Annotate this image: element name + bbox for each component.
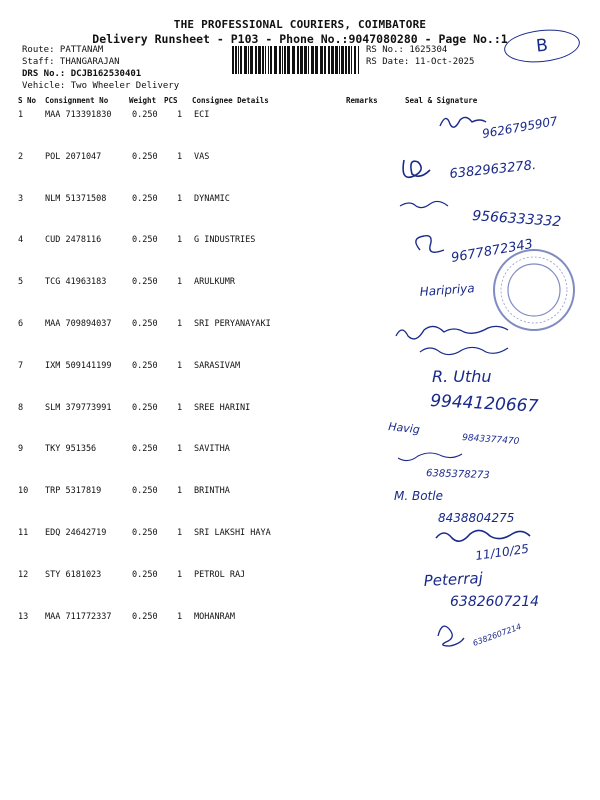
signature-text: M. Botle <box>394 489 443 503</box>
vehicle-label: Vehicle: Two Wheeler Delivery <box>22 81 180 91</box>
signature-text: Peterraj <box>423 568 484 590</box>
signature-text: 9944120667 <box>429 391 539 417</box>
cell-consignee: G INDUSTRIES <box>194 235 256 246</box>
cell-sno: 2 <box>18 151 24 162</box>
runsheet-subtitle: Delivery Runsheet - P103 - Phone No.:9047080280 - Page No.:1 <box>92 32 508 46</box>
signature-text: 6382963278. <box>448 157 537 182</box>
signature-scribble <box>420 347 508 354</box>
cell-consignee: DYNAMIC <box>194 193 230 204</box>
cell-pcs: 1 <box>177 528 183 538</box>
cell-consignee: VAS <box>194 151 210 162</box>
rs-number: RS No.: 1625304 <box>366 45 448 55</box>
cell-consignment: MAA 709894037 <box>45 319 112 329</box>
cell-consignee: SRI PERYANAYAKI <box>194 319 271 329</box>
cell-sno: 1 <box>18 110 24 120</box>
signature-text: 11/10/25 <box>474 541 530 563</box>
cell-pcs: 1 <box>177 277 183 288</box>
cell-weight: 0.250 <box>132 235 158 246</box>
cell-consignee: SREE HARINI <box>194 402 251 413</box>
cell-sno: 13 <box>18 611 29 622</box>
cell-consignee: ECI <box>194 110 210 120</box>
signature-text: 9843377470 <box>461 433 520 447</box>
col-seal-signature: Seal & Signature <box>405 96 478 105</box>
cell-sno: 11 <box>18 528 29 538</box>
staff-label: Staff: THANGARAJAN <box>22 57 120 67</box>
cell-weight: 0.250 <box>132 277 158 288</box>
cell-consignee: SRI LAKSHI HAYA <box>194 528 271 538</box>
cell-weight: 0.250 <box>132 110 158 120</box>
page-mark-stamp: B <box>503 26 582 66</box>
cell-pcs: 1 <box>177 360 183 371</box>
cell-weight: 0.250 <box>132 151 158 162</box>
signature-text: Havig <box>387 420 421 437</box>
cell-sno: 5 <box>18 277 24 288</box>
signature-scribble <box>403 160 430 177</box>
cell-weight: 0.250 <box>132 444 158 455</box>
cell-sno: 6 <box>18 319 24 329</box>
cell-pcs: 1 <box>177 444 183 455</box>
signature-text: R. Uthu <box>432 367 492 386</box>
signature-text: 9677872343 <box>450 236 535 266</box>
cell-sno: 12 <box>18 569 29 580</box>
cell-weight: 0.250 <box>132 611 158 622</box>
cell-pcs: 1 <box>177 235 183 246</box>
col-sno: S No <box>18 96 37 105</box>
cell-consignment: TCG 41963183 <box>45 277 107 288</box>
cell-pcs: 1 <box>177 319 183 329</box>
cell-sno: 7 <box>18 360 24 371</box>
signature-scribble <box>438 626 464 646</box>
cell-consignment: NLM 51371508 <box>45 193 107 204</box>
col-remarks: Remarks <box>346 96 378 105</box>
cell-weight: 0.250 <box>132 319 158 329</box>
rs-date: RS Date: 11-Oct-2025 <box>366 57 475 67</box>
route-label: Route: PATTANAM <box>22 45 104 55</box>
cell-consignee: SARASIVAM <box>194 360 241 371</box>
company-seal-stamp <box>494 250 574 330</box>
cell-consignment: TKY 951356 <box>45 444 97 455</box>
signature-text: 9626795907 <box>481 113 559 141</box>
signature-text: Haripriya <box>419 281 476 299</box>
company-title: THE PROFESSIONAL COURIERS, COIMBATORE <box>173 18 427 31</box>
cell-weight: 0.250 <box>132 193 158 204</box>
cell-sno: 8 <box>18 402 24 413</box>
signature-text: 8438804275 <box>438 511 515 525</box>
col-pcs: PCS <box>164 96 178 105</box>
cell-pcs: 1 <box>177 151 183 162</box>
cell-weight: 0.250 <box>132 360 158 371</box>
cell-consignment: EDQ 24642719 <box>45 528 107 538</box>
col-consignment: Consignment No <box>45 96 109 105</box>
signature-text: 6382607214 <box>471 622 523 648</box>
cell-sno: 9 <box>18 444 24 455</box>
col-weight: Weight <box>129 96 157 105</box>
cell-pcs: 1 <box>177 486 183 497</box>
cell-consignment: POL 2071047 <box>45 151 102 162</box>
signature-scribble <box>398 453 462 461</box>
cell-pcs: 1 <box>177 402 183 413</box>
signature-text: 9566333332 <box>471 208 562 231</box>
signature-scribble <box>396 326 508 339</box>
signature-text: 6382607214 <box>450 594 540 610</box>
cell-consignment: SLM 379773991 <box>45 402 112 413</box>
signature-scribble <box>416 236 444 253</box>
cell-weight: 0.250 <box>132 402 158 413</box>
cell-consignee: SAVITHA <box>194 444 230 455</box>
cell-pcs: 1 <box>177 110 183 120</box>
cell-consignment: MAA 711772337 <box>45 611 112 622</box>
cell-weight: 0.250 <box>132 528 158 538</box>
cell-pcs: 1 <box>177 569 183 580</box>
cell-consignment: MAA 713391830 <box>45 110 112 120</box>
cell-pcs: 1 <box>177 193 183 204</box>
cell-sno: 10 <box>18 486 29 497</box>
signature-scribble <box>400 201 448 207</box>
cell-consignee: ARULKUMR <box>194 277 235 288</box>
cell-consignment: TRP 5317819 <box>45 486 102 497</box>
cell-pcs: 1 <box>177 611 183 622</box>
cell-consignee: BRINTHA <box>194 486 230 497</box>
cell-consignment: STY 6181023 <box>45 569 102 580</box>
cell-consignee: MOHANRAM <box>194 611 235 622</box>
cell-weight: 0.250 <box>132 569 158 580</box>
cell-weight: 0.250 <box>132 486 158 497</box>
cell-consignment: CUD 2478116 <box>45 235 102 246</box>
cell-sno: 4 <box>18 235 24 246</box>
signature-scribble <box>440 117 486 127</box>
signature-scribble <box>436 530 530 541</box>
drs-label: DRS No.: DCJB162530401 <box>22 69 142 79</box>
cell-consignment: IXM 509141199 <box>45 360 112 371</box>
col-consignee: Consignee Details <box>192 96 269 105</box>
signature-text: 6385378273 <box>425 468 490 482</box>
cell-consignee: PETROL RAJ <box>194 569 246 580</box>
cell-sno: 3 <box>18 193 24 204</box>
